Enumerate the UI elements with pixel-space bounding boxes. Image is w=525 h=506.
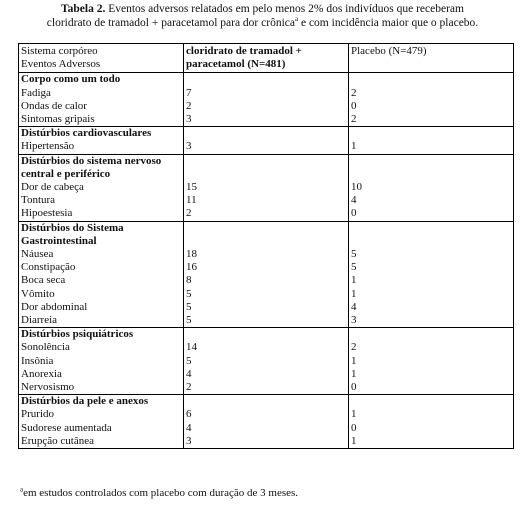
event-cell: Fadiga [19,87,184,100]
placebo-cell: 5 [349,261,514,274]
section-title-row [19,328,514,342]
table-row [19,140,514,154]
placebo-cell: 0 [349,100,514,113]
event-cell: Nervosismo [19,381,184,395]
table-row [19,422,514,435]
table-section [19,73,514,127]
header-system-line1: Sistema corpóreo [21,45,98,57]
event-cell: Sudorese aumentada [19,422,184,435]
event-cell: Insônia [19,355,184,368]
placebo-cell: 2 [349,87,514,100]
tramadol-cell: 5 [184,301,349,314]
tramadol-cell: 18 [184,248,349,261]
table-row [19,87,514,100]
caption-line-1 [0,2,525,16]
section-title-row [19,154,514,181]
section-title-spacer-tramadol [184,73,349,87]
event-cell: Sonolência [19,341,184,354]
section-title-spacer-tramadol [184,127,349,141]
section-title: Distúrbios da pele e anexos [19,395,184,409]
tramadol-cell: 11 [184,194,349,207]
event-cell: Dor de cabeça [19,181,184,194]
section-title-spacer-tramadol [184,221,349,248]
event-cell: Hipertensão [19,140,184,154]
table-row [19,100,514,113]
tramadol-cell: 3 [184,435,349,449]
event-cell: Vômito [19,288,184,301]
section-title-spacer-tramadol [184,328,349,342]
table-section [19,328,514,395]
event-cell: Dor abdominal [19,301,184,314]
placebo-cell: 1 [349,274,514,287]
section-title-spacer-placebo [349,73,514,87]
caption-line-2 [0,16,525,30]
placebo-cell: 2 [349,113,514,127]
section-title-spacer-placebo [349,221,514,248]
event-cell: Hipoestesia [19,207,184,221]
table-caption [0,2,525,30]
tramadol-cell: 7 [184,87,349,100]
section-title-spacer-tramadol [184,395,349,409]
section-title: Distúrbios do sistema nervoso central e periférico [19,154,184,181]
table-row [19,368,514,381]
table-row [19,341,514,354]
table-row [19,207,514,221]
caption-footnote-marker: a [294,15,299,24]
placebo-cell: 10 [349,181,514,194]
table-row [19,355,514,368]
footnote [20,487,298,499]
table-row [19,314,514,328]
placebo-cell: 5 [349,248,514,261]
table-row [19,381,514,395]
tramadol-cell: 16 [184,261,349,274]
tramadol-cell: 14 [184,341,349,354]
placebo-cell: 4 [349,194,514,207]
section-title: Corpo como um todo [19,73,184,87]
placebo-cell: 2 [349,341,514,354]
tramadol-cell: 6 [184,408,349,421]
tramadol-cell: 3 [184,113,349,127]
section-title: Distúrbios cardiovasculares [19,127,184,141]
placebo-cell: 1 [349,288,514,301]
table-section [19,127,514,154]
table-header-row [19,44,514,73]
table-row [19,261,514,274]
header-tramadol [184,44,349,73]
header-tramadol-line2: paracetamol (N=481) [186,58,286,71]
caption-text-2a: cloridrato de tramadol + paracetamol para dor crônica [46,17,295,29]
caption-text-1: Eventos adversos relatados em pelo menos 2% dos indivíduos que receberam [105,3,464,15]
tramadol-cell: 3 [184,140,349,154]
tramadol-cell: 4 [184,422,349,435]
table-row [19,435,514,449]
table-row [19,113,514,127]
footnote-marker: a [20,485,24,494]
section-title-row [19,127,514,141]
table-section [19,221,514,328]
section-title-row [19,395,514,409]
placebo-cell: 1 [349,140,514,154]
tramadol-cell: 15 [184,181,349,194]
caption-text-2b: e com incidência maior que o placebo. [298,17,479,29]
table-row [19,301,514,314]
table-row [19,248,514,261]
event-cell: Diarreia [19,314,184,328]
table-section [19,154,514,221]
placebo-cell: 3 [349,314,514,328]
caption-label: Tabela 2. [61,3,106,15]
section-title-spacer-placebo [349,328,514,342]
header-system [19,44,184,73]
table-row [19,194,514,207]
placebo-cell: 4 [349,301,514,314]
section-title-spacer-placebo [349,154,514,181]
placebo-cell: 1 [349,368,514,381]
header-placebo: Placebo (N=479) [349,44,514,73]
tramadol-cell: 5 [184,355,349,368]
section-title-row [19,221,514,248]
table-row [19,274,514,287]
section-title-spacer-tramadol [184,154,349,181]
tramadol-cell: 5 [184,288,349,301]
adverse-events-table [18,43,514,449]
header-system-line2: Eventos Adversos [21,58,101,71]
table-row [19,181,514,194]
event-cell: Tontura [19,194,184,207]
section-title-spacer-placebo [349,127,514,141]
header-tramadol-line1: cloridrato de tramadol + [186,45,302,57]
section-title: Distúrbios psiquiátricos [19,328,184,342]
placebo-cell: 0 [349,207,514,221]
table-row [19,288,514,301]
tramadol-cell: 2 [184,381,349,395]
tramadol-cell: 2 [184,100,349,113]
placebo-cell: 1 [349,408,514,421]
tramadol-cell: 8 [184,274,349,287]
placebo-cell: 0 [349,422,514,435]
placebo-cell: 1 [349,435,514,449]
tramadol-cell: 5 [184,314,349,328]
tramadol-cell: 4 [184,368,349,381]
placebo-cell: 1 [349,355,514,368]
table-section [19,395,514,449]
event-cell: Constipação [19,261,184,274]
tramadol-cell: 2 [184,207,349,221]
event-cell: Prurido [19,408,184,421]
event-cell: Erupção cutânea [19,435,184,449]
event-cell: Anorexia [19,368,184,381]
event-cell: Boca seca [19,274,184,287]
table-row [19,408,514,421]
section-title-spacer-placebo [349,395,514,409]
section-title-row [19,73,514,87]
event-cell: Náusea [19,248,184,261]
footnote-text: em estudos controlados com placebo com duração de 3 meses. [23,487,299,499]
placebo-cell: 0 [349,381,514,395]
section-title: Distúrbios do Sistema Gastrointestinal [19,221,184,248]
event-cell: Sintomas gripais [19,113,184,127]
event-cell: Ondas de calor [19,100,184,113]
